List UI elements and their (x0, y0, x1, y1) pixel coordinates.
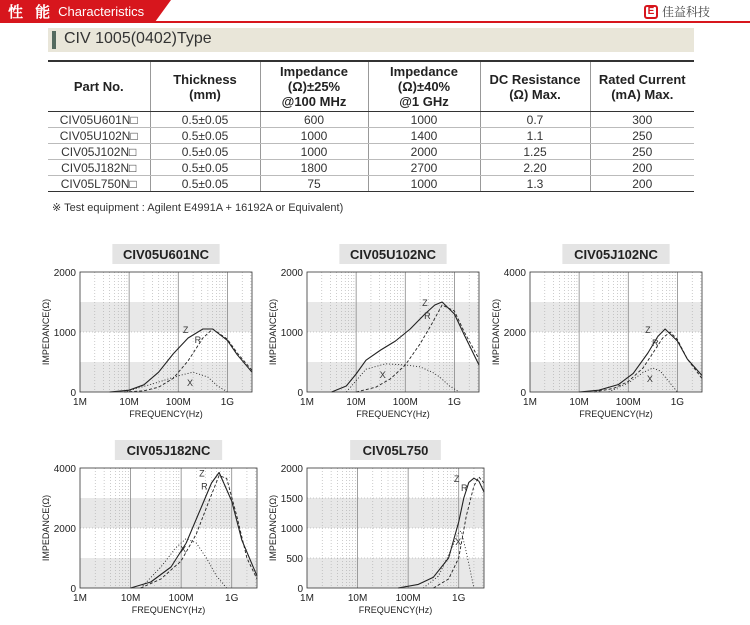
cell: 2700 (368, 160, 480, 176)
cell: 300 (590, 112, 694, 128)
x-tick-label: 10M (569, 397, 589, 408)
brand-name: 佳益科技 (661, 5, 710, 19)
x-tick-label: 100M (395, 593, 421, 604)
chart-title: CIV05U601NC (123, 247, 209, 262)
series-label: X (379, 369, 386, 380)
header-title-cn: 性 能 (8, 3, 55, 21)
y-axis-label: IMPEDANCE(Ω) (41, 494, 51, 562)
y-tick-label: 1000 (280, 524, 303, 535)
cell: CIV05L750N□ (48, 176, 150, 192)
grid-band (307, 302, 479, 332)
col-header: Impedance (Ω)±40% @1 GHz (368, 61, 480, 112)
y-tick-label: 0 (297, 584, 303, 595)
cell: 1800 (260, 160, 368, 176)
x-axis-label: FREQUENCY(Hz) (131, 605, 206, 615)
x-tick-label: 10M (119, 397, 139, 408)
cell: 1.1 (480, 128, 590, 144)
chart-title: CIV05L750 (362, 443, 429, 458)
x-tick-label: 10M (346, 397, 366, 408)
y-axis-label: IMPEDANCE(Ω) (268, 298, 278, 366)
series-label: Z (422, 298, 428, 308)
col-header: Impedance (Ω)±25% @100 MHz (260, 61, 368, 112)
cell: 0.5±0.05 (150, 176, 260, 192)
x-tick-label: 1M (523, 397, 537, 408)
cell: 2000 (368, 144, 480, 160)
x-tick-label: 1G (447, 397, 462, 408)
header-rule (0, 21, 750, 23)
chart-civ05u601nc (40, 244, 260, 424)
chart-civ05l750 (267, 440, 492, 620)
x-tick-label: 1M (300, 593, 314, 604)
cell: 75 (260, 176, 368, 192)
cell: CIV05J182N□ (48, 160, 150, 176)
table-row (48, 160, 694, 176)
y-tick-label: 2000 (503, 328, 526, 339)
x-tick-label: 1M (300, 397, 314, 408)
x-tick-label: 1M (73, 397, 87, 408)
spec-table (48, 60, 694, 192)
y-tick-label: 2000 (280, 268, 303, 279)
grid-band (530, 302, 702, 332)
cell: 600 (260, 112, 368, 128)
col-header: Part No. (48, 61, 150, 112)
chart-title: CIV05U102NC (350, 247, 436, 262)
x-axis-label: FREQUENCY(Hz) (579, 409, 653, 419)
y-tick-label: 500 (286, 554, 303, 565)
x-axis-label: FREQUENCY(Hz) (358, 605, 433, 615)
cell: 0.5±0.05 (150, 112, 260, 128)
y-tick-label: 1500 (280, 494, 303, 505)
type-title: CIV 1005(0402)Type (64, 30, 212, 47)
series-label: Z (199, 468, 205, 479)
series-label: R (424, 311, 431, 321)
series-label: X (646, 374, 653, 384)
cell: 1400 (368, 128, 480, 144)
grid-band (80, 498, 257, 528)
cell: 200 (590, 160, 694, 176)
table-row (48, 128, 694, 144)
cell: 1.25 (480, 144, 590, 160)
cell: 2.20 (480, 160, 590, 176)
type-title-bar (48, 28, 694, 52)
x-tick-label: 1G (220, 397, 235, 408)
chart-civ05u102nc (267, 244, 487, 424)
x-tick-label: 1G (225, 593, 239, 604)
header-corner (155, 0, 171, 22)
x-tick-label: 1M (73, 593, 87, 604)
chart-title: CIV05J182NC (126, 443, 211, 458)
series-label: R (652, 338, 659, 348)
chart-civ05j102nc (490, 244, 710, 424)
x-tick-label: 100M (615, 397, 641, 408)
x-axis-label: FREQUENCY(Hz) (356, 409, 430, 419)
y-tick-label: 0 (70, 584, 76, 595)
cell: 250 (590, 144, 694, 160)
cell: 1.3 (480, 176, 590, 192)
brand-logo-icon: E (644, 5, 658, 19)
cell: 0.5±0.05 (150, 144, 260, 160)
table-row (48, 112, 694, 128)
series-label: Z (453, 474, 460, 485)
section-header (0, 0, 750, 26)
x-tick-label: 10M (120, 593, 141, 604)
series-label: Z (182, 325, 189, 335)
cell: 1000 (260, 128, 368, 144)
grid-band (307, 498, 484, 528)
table-header-row (48, 61, 694, 112)
y-axis-label: IMPEDANCE(Ω) (41, 298, 51, 366)
y-tick-label: 0 (70, 388, 76, 399)
y-axis-label: IMPEDANCE(Ω) (268, 494, 278, 562)
cell: 1000 (260, 144, 368, 160)
y-tick-label: 4000 (503, 268, 526, 279)
x-axis-label: FREQUENCY(Hz) (129, 409, 203, 419)
cell: 0.7 (480, 112, 590, 128)
y-tick-label: 0 (520, 388, 526, 399)
y-tick-label: 1000 (53, 328, 76, 339)
series-label: R (460, 483, 468, 493)
header-title-block (0, 0, 155, 22)
grid-band (307, 558, 484, 588)
table-row (48, 144, 694, 160)
grid-band (80, 302, 252, 332)
header-title-en: Characteristics (58, 3, 145, 19)
cell: 250 (590, 128, 694, 144)
x-tick-label: 1G (452, 593, 466, 604)
table-row (48, 176, 694, 192)
series-label: X (180, 544, 187, 555)
series-label: R (194, 335, 202, 345)
brand (644, 3, 710, 20)
cell: 0.5±0.05 (150, 128, 260, 144)
cell: 1000 (368, 112, 480, 128)
grid-band (80, 362, 252, 392)
y-tick-label: 0 (297, 388, 303, 399)
x-tick-label: 1G (670, 397, 685, 408)
col-header: DC Resistance (Ω) Max. (480, 61, 590, 112)
series-label: X (187, 378, 194, 389)
y-tick-label: 2000 (53, 268, 76, 279)
y-tick-label: 2000 (53, 524, 76, 535)
series-label: R (201, 481, 208, 492)
grid-band (80, 558, 257, 588)
x-tick-label: 10M (347, 593, 368, 604)
cell: CIV05J102N□ (48, 144, 150, 160)
x-tick-label: 100M (168, 593, 194, 604)
x-tick-label: 100M (165, 397, 191, 408)
y-tick-label: 2000 (280, 464, 303, 475)
cell: CIV05U601N□ (48, 112, 150, 128)
y-axis-label: IMPEDANCE(Ω) (491, 298, 501, 366)
chart-title: CIV05J102NC (574, 247, 658, 262)
y-tick-label: 1000 (280, 328, 303, 339)
cell: 200 (590, 176, 694, 192)
col-header: Thickness (mm) (150, 61, 260, 112)
series-label: Z (645, 325, 651, 335)
series-label: X (455, 537, 462, 547)
cell: 1000 (368, 176, 480, 192)
y-tick-label: 4000 (53, 464, 76, 475)
cell: 0.5±0.05 (150, 160, 260, 176)
cell: CIV05U102N□ (48, 128, 150, 144)
x-tick-label: 100M (392, 397, 418, 408)
test-equipment-note: ※ Test equipment : Agilent E4991A + 16192A or Equivalent) (52, 202, 344, 214)
col-header: Rated Current (mA) Max. (590, 61, 694, 112)
chart-civ05j182nc (40, 440, 265, 620)
type-title-accent (52, 31, 56, 49)
